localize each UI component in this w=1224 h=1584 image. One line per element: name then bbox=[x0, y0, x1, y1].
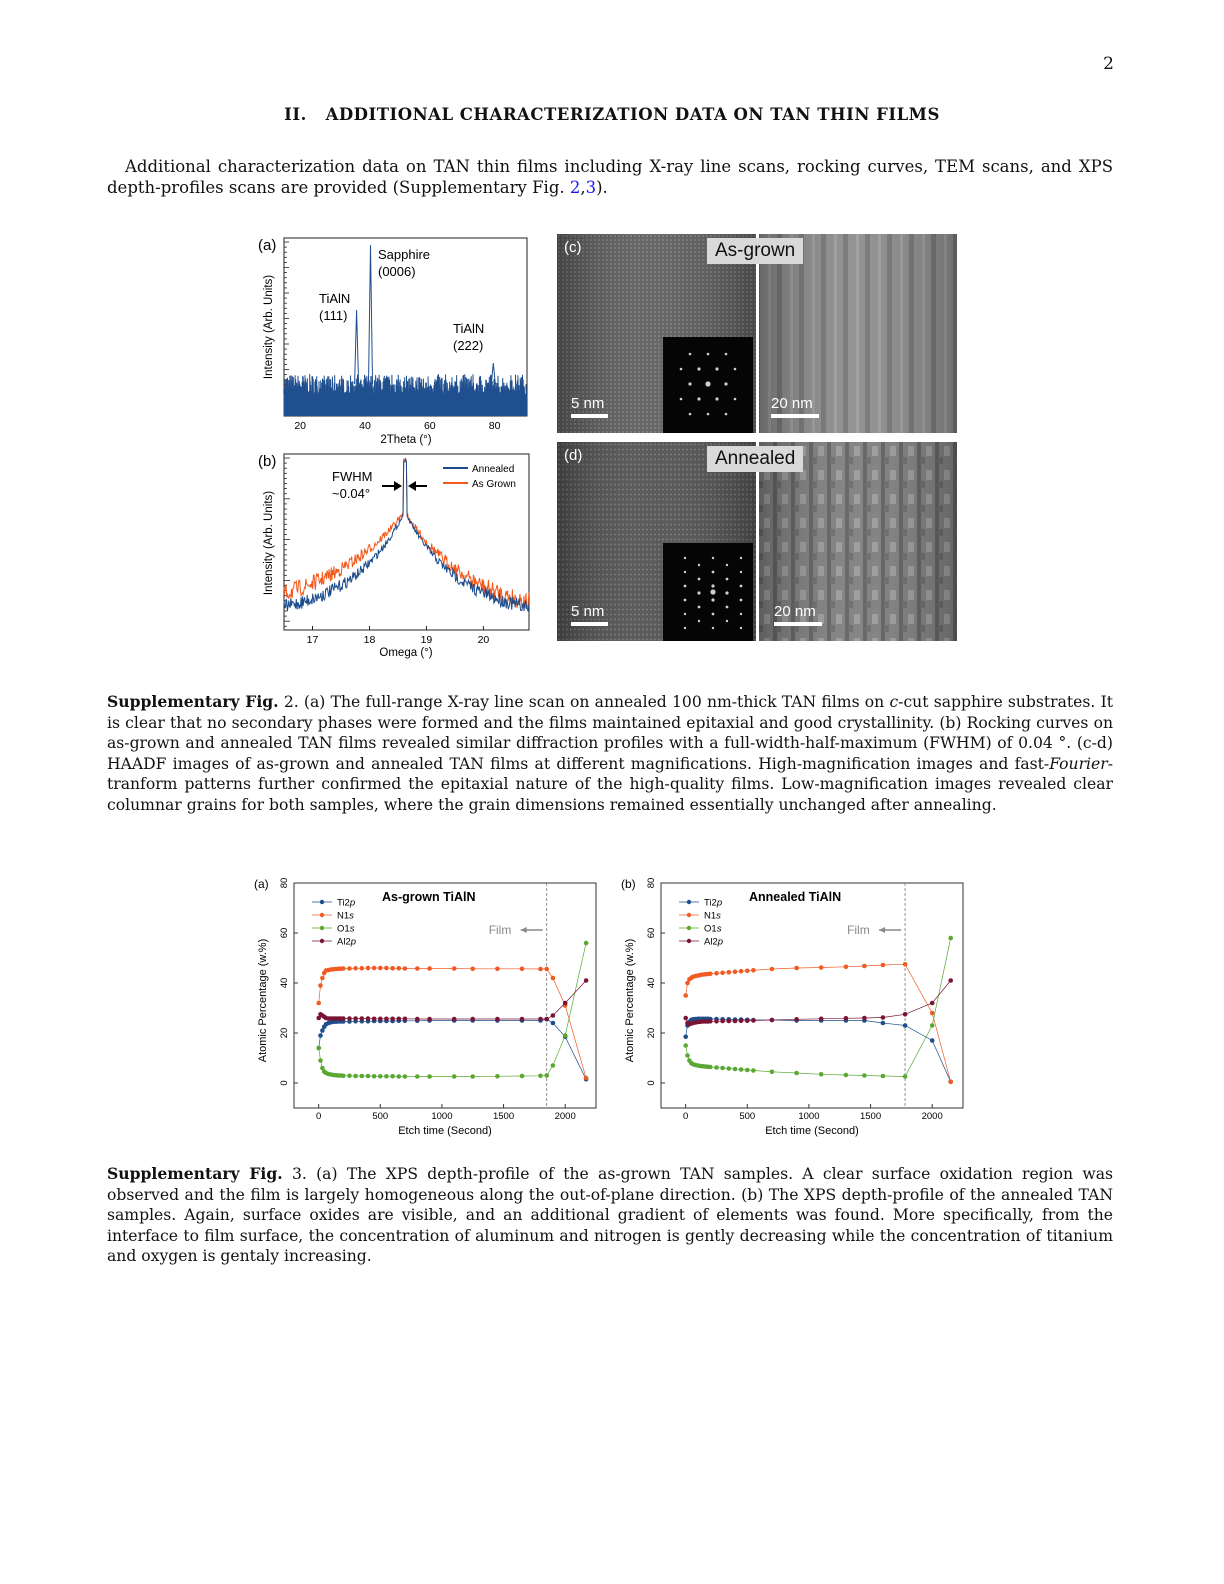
xps-ytick-label: 80 bbox=[646, 877, 657, 889]
fig2-caption-fourier: Fourier bbox=[1049, 754, 1108, 773]
xps-ytick-label: 20 bbox=[646, 1027, 657, 1039]
xps-point-N1s bbox=[733, 970, 738, 975]
xps-point-O1s bbox=[862, 1073, 867, 1078]
xps-point-N1s bbox=[427, 966, 432, 971]
section-heading: ADDITIONAL CHARACTERIZATION DATA ON TAN THIN FILMS bbox=[325, 105, 940, 124]
xps-series-line-Ti2p bbox=[319, 1019, 586, 1079]
ref-fig2-link[interactable]: 2 bbox=[569, 178, 581, 197]
xps-point-N1s bbox=[948, 1080, 953, 1085]
fig2a-label: (a) bbox=[258, 237, 277, 254]
xps-point-N1s bbox=[353, 966, 358, 971]
fig2a-ylabel: Intensity (Arb. Units) bbox=[263, 274, 275, 380]
xps-series-line-O1s bbox=[686, 938, 951, 1077]
xps-point-Al2p bbox=[360, 1016, 365, 1021]
fig2b-chart bbox=[252, 446, 542, 664]
xps-point-O1s bbox=[366, 1074, 371, 1079]
xps-ylabel: Atomic Percentage (w.%) bbox=[624, 938, 636, 1063]
xps-point-Al2p bbox=[415, 1017, 420, 1022]
fig3b-chart bbox=[617, 872, 987, 1144]
xps-point-O1s bbox=[452, 1074, 457, 1079]
xps-point-O1s bbox=[770, 1070, 775, 1075]
fig2-caption-part2: -cut sapphire substrates. It is clear that no secondary phases were formed and the films maintained epitaxial and good crystallinity. (b) Rocking curves on as-grown and annealed TAN films revealed similar diffraction profiles with a full-width-half-maximum (FWHM) of 0.04 °. (c-d) HAADF images of as-grown and annealed TAN films at different magnifications. High-magnification images and fast- bbox=[107, 693, 1114, 773]
fig2b-x-ticks bbox=[307, 626, 490, 646]
xps-xtick-label: 0 bbox=[316, 1111, 322, 1122]
scale-bar-c-left bbox=[571, 414, 608, 418]
xps-xtick-label: 500 bbox=[372, 1111, 389, 1122]
xps-ytick-label: 80 bbox=[279, 877, 290, 889]
xps-point-N1s bbox=[714, 971, 719, 976]
xps-point-N1s bbox=[452, 966, 457, 971]
legend-marker bbox=[687, 939, 691, 943]
fig3-caption-bold: Supplementary Fig. bbox=[107, 1164, 283, 1183]
xps-xtick-label: 0 bbox=[683, 1111, 689, 1122]
xps-point-N1s bbox=[739, 969, 744, 974]
xps-ytick-label: 0 bbox=[646, 1080, 657, 1086]
xps-point-N1s bbox=[751, 968, 756, 973]
fig2-caption-c: c bbox=[889, 693, 899, 711]
xps-series-line-N1s bbox=[319, 968, 586, 1078]
xps-ytick-label: 40 bbox=[646, 977, 657, 989]
xps-point-N1s bbox=[862, 964, 867, 969]
xps-point-N1s bbox=[366, 966, 371, 971]
xps-point-N1s bbox=[538, 967, 543, 972]
xps-series-line-Al2p bbox=[686, 981, 951, 1025]
xps-point-N1s bbox=[316, 1001, 321, 1006]
intro-end: ). bbox=[596, 178, 608, 197]
xps-point-O1s bbox=[794, 1071, 799, 1076]
fig2b-ylabel: Intensity (Arb. Units) bbox=[263, 490, 275, 596]
xps-point-Al2p bbox=[470, 1017, 475, 1022]
intro-text: Additional characterization data on TAN thin films including X-ray line scans, rocking curves, TEM scans, and XPS depth-profiles scans are provided (Supplementary Fig. bbox=[107, 157, 1113, 197]
xps-point-O1s bbox=[544, 1073, 549, 1078]
xps-point-O1s bbox=[378, 1074, 383, 1079]
xps-point-N1s bbox=[881, 963, 886, 968]
xps-point-N1s bbox=[320, 976, 325, 981]
legend-marker bbox=[687, 926, 691, 930]
xps-point-Al2p bbox=[347, 1016, 352, 1021]
fig2a-annot-222-1: TiAlN bbox=[453, 321, 485, 336]
fig2b-label: (b) bbox=[258, 453, 277, 470]
legend-marker bbox=[687, 900, 691, 904]
fig2b-xtick-label: 17 bbox=[306, 634, 319, 646]
xps-ytick-label: 60 bbox=[279, 927, 290, 939]
scale-bar-c-right bbox=[771, 414, 819, 418]
xps-point-Al2p bbox=[751, 1018, 756, 1023]
fig2c-label: (c) bbox=[564, 239, 582, 256]
xps-ytick-label: 40 bbox=[279, 977, 290, 989]
xps-title: As-grown TiAlN bbox=[382, 890, 476, 904]
fig2b-fwhm-label-2: ~0.04° bbox=[332, 486, 371, 501]
fig2d-scale-right: 20 nm bbox=[774, 603, 816, 620]
xps-point-Al2p bbox=[384, 1017, 389, 1022]
xps-point-Al2p bbox=[948, 978, 953, 983]
xps-point-Ti2p bbox=[683, 1035, 688, 1040]
xps-point-Al2p bbox=[844, 1016, 849, 1021]
xps-point-Al2p bbox=[427, 1017, 432, 1022]
xps-point-O1s bbox=[341, 1074, 346, 1079]
fig2b-legend bbox=[443, 464, 516, 490]
fig2b-legend-annealed: Annealed bbox=[472, 464, 515, 475]
xps-point-Al2p bbox=[378, 1017, 383, 1022]
fig2b-xlabel: Omega (°) bbox=[379, 647, 433, 659]
film-arrow-head bbox=[879, 927, 885, 933]
xps-point-N1s bbox=[770, 967, 775, 972]
xps-point-Al2p bbox=[930, 1001, 935, 1006]
xps-series-line-N1s bbox=[686, 964, 951, 1082]
xps-point-Al2p bbox=[538, 1017, 543, 1022]
fig2d-scale-left: 5 nm bbox=[571, 603, 605, 620]
xps-xtick-label: 1000 bbox=[431, 1111, 453, 1122]
xps-point-O1s bbox=[390, 1074, 395, 1079]
xps-point-Al2p bbox=[881, 1015, 886, 1020]
xps-point-O1s bbox=[415, 1074, 420, 1079]
fig2a-annot-sapphire-2: (0006) bbox=[378, 264, 416, 279]
legend-entry: N1s bbox=[337, 910, 354, 922]
xps-xtick-label: 1000 bbox=[798, 1111, 820, 1122]
fig2-caption-part3: -tranform patterns further confirmed the epitaxial nature of the high-quality films. Low-magnification images revealed clear columnar grains for both samples, where the grain dimensions remained essentially unchanged after annealing. bbox=[107, 754, 1113, 814]
xps-point-Al2p bbox=[390, 1017, 395, 1022]
xps-ytick-label: 60 bbox=[646, 927, 657, 939]
xps-point-O1s bbox=[403, 1074, 408, 1079]
xps-point-Al2p bbox=[495, 1017, 500, 1022]
xps-point-Al2p bbox=[683, 1016, 688, 1021]
fig2-caption-number: 2. bbox=[278, 693, 299, 711]
xps-point-O1s bbox=[819, 1072, 824, 1077]
xps-point-N1s bbox=[903, 962, 908, 967]
xps-point-Ti2p bbox=[881, 1021, 886, 1026]
scale-bar-d-right bbox=[774, 622, 822, 626]
legend-entry: O1s bbox=[704, 923, 722, 935]
xps-point-O1s bbox=[384, 1074, 389, 1079]
xps-point-O1s bbox=[316, 1046, 321, 1051]
xps-point-N1s bbox=[520, 967, 525, 972]
xps-point-N1s bbox=[584, 1076, 589, 1081]
xps-series-line-Ti2p bbox=[686, 1019, 951, 1082]
legend-marker bbox=[320, 900, 324, 904]
section-numeral: II. bbox=[284, 105, 307, 124]
xps-point-O1s bbox=[733, 1067, 738, 1072]
xps-xlabel: Etch time (Second) bbox=[398, 1125, 492, 1137]
xps-point-O1s bbox=[930, 1023, 935, 1028]
legend-entry: Ti2p bbox=[337, 897, 356, 909]
xps-point-N1s bbox=[341, 966, 346, 971]
legend-marker bbox=[687, 913, 691, 917]
xps-ylabel: Atomic Percentage (w.%) bbox=[257, 938, 269, 1063]
xps-point-O1s bbox=[844, 1073, 849, 1078]
xps-point-O1s bbox=[720, 1066, 725, 1071]
fig2a-xtick-label: 80 bbox=[488, 420, 501, 432]
xps-point-Al2p bbox=[770, 1018, 775, 1023]
xps-point-Al2p bbox=[341, 1016, 346, 1021]
xps-xtick-label: 2000 bbox=[921, 1111, 943, 1122]
film-arrow-head bbox=[521, 927, 527, 933]
xps-point-Ti2p bbox=[551, 1021, 556, 1026]
fig2b-legend-as-grown: As Grown bbox=[472, 479, 516, 490]
xps-point-N1s bbox=[318, 983, 323, 988]
fig2d-label: (d) bbox=[564, 447, 583, 464]
xps-point-Ti2p bbox=[903, 1023, 908, 1028]
xps-point-Al2p bbox=[745, 1019, 750, 1024]
xps-point-Al2p bbox=[819, 1017, 824, 1022]
xps-point-O1s bbox=[397, 1074, 402, 1079]
fig2a-annot-sapphire-1: Sapphire bbox=[378, 247, 431, 262]
xps-point-N1s bbox=[683, 993, 688, 998]
ref-fig3-link[interactable]: 3 bbox=[585, 178, 597, 197]
xps-point-O1s bbox=[470, 1074, 475, 1079]
xps-point-N1s bbox=[794, 966, 799, 971]
fig2a-annot-111-2: (111) bbox=[319, 308, 348, 323]
xps-point-O1s bbox=[372, 1074, 377, 1079]
xps-point-O1s bbox=[353, 1074, 358, 1079]
fig3-caption-text: (a) The XPS depth-profile of the as-grown TAN samples. A clear surface oxidation region was observed and the film is largely homogeneous along the out-of-plane direction. (b) The XPS depth-profile of the annealed TAN samples. Again, surface oxides are visible, and an additional gradient of elements was found. More specifically, from the interface to film surface, the concentration of aluminum and nitrogen is gently decreasing while the concentration of titanium and oxygen is gentaly increasing. bbox=[107, 1165, 1113, 1265]
xps-point-Ti2p bbox=[930, 1038, 935, 1043]
xps-panel-label: (b) bbox=[621, 877, 636, 891]
xps-point-N1s bbox=[347, 966, 352, 971]
xps-point-Ti2p bbox=[318, 1033, 323, 1038]
legend-entry: O1s bbox=[337, 923, 355, 935]
xps-point-O1s bbox=[708, 1065, 713, 1070]
xps-xtick-label: 2000 bbox=[554, 1111, 576, 1122]
xps-point-O1s bbox=[739, 1067, 744, 1072]
xps-point-N1s bbox=[551, 976, 556, 981]
xps-point-N1s bbox=[844, 965, 849, 970]
film-label: Film bbox=[488, 923, 512, 937]
tem-image-annealed bbox=[557, 442, 957, 641]
xps-point-O1s bbox=[714, 1065, 719, 1070]
xps-point-Al2p bbox=[862, 1016, 867, 1021]
xps-point-Al2p bbox=[903, 1012, 908, 1017]
xps-point-O1s bbox=[745, 1068, 750, 1073]
xps-point-Al2p bbox=[544, 1017, 549, 1022]
xps-point-O1s bbox=[584, 941, 589, 946]
xps-point-N1s bbox=[819, 965, 824, 970]
xps-xtick-label: 1500 bbox=[859, 1111, 882, 1122]
xps-point-O1s bbox=[427, 1074, 432, 1079]
xps-point-O1s bbox=[727, 1066, 732, 1071]
figure-2 bbox=[0, 0, 1224, 690]
fig3-caption-number: 3. bbox=[282, 1165, 307, 1183]
fig3-caption bbox=[107, 1164, 1113, 1267]
page-number: 2 bbox=[1103, 54, 1114, 74]
xps-point-Al2p bbox=[353, 1016, 358, 1021]
xps-xtick-label: 1500 bbox=[492, 1111, 515, 1122]
xps-ytick-label: 20 bbox=[279, 1027, 290, 1039]
xps-xtick-label: 500 bbox=[739, 1111, 756, 1122]
fig2a-xtick-label: 20 bbox=[294, 420, 307, 432]
legend-marker bbox=[320, 926, 324, 930]
tem-image-as-grown bbox=[557, 234, 957, 433]
xps-point-Al2p bbox=[520, 1017, 525, 1022]
xps-point-N1s bbox=[544, 967, 549, 972]
fwhm-arrows bbox=[382, 481, 427, 491]
fig3a-chart bbox=[250, 872, 620, 1144]
fig2-caption bbox=[107, 692, 1113, 815]
fig2a-annot-111-1: TiAlN bbox=[319, 291, 351, 306]
xps-series-line-O1s bbox=[319, 943, 586, 1077]
ref-sep: , bbox=[580, 178, 586, 197]
fig2-caption-part1: (a) The full-range X-ray line scan on annealed 100 nm-thick TAN films on bbox=[298, 693, 890, 711]
xps-point-Al2p bbox=[366, 1016, 371, 1021]
xps-point-Al2p bbox=[584, 978, 589, 983]
xps-point-N1s bbox=[720, 971, 725, 976]
xps-point-O1s bbox=[881, 1074, 886, 1079]
xps-point-Al2p bbox=[372, 1017, 377, 1022]
xps-point-N1s bbox=[415, 966, 420, 971]
xps-point-O1s bbox=[563, 1033, 568, 1038]
xps-point-N1s bbox=[378, 966, 383, 971]
fig2a-xtick-label: 60 bbox=[423, 420, 436, 432]
xps-point-O1s bbox=[495, 1074, 500, 1079]
xps-point-O1s bbox=[520, 1074, 525, 1079]
legend-entry: Al2p bbox=[704, 936, 724, 948]
xps-point-Al2p bbox=[739, 1019, 744, 1024]
xps-point-N1s bbox=[470, 967, 475, 972]
legend-marker bbox=[320, 939, 324, 943]
xps-point-Al2p bbox=[403, 1017, 408, 1022]
fig2c-title: As-grown bbox=[707, 238, 803, 264]
xps-point-O1s bbox=[751, 1068, 756, 1073]
xps-title: Annealed TiAlN bbox=[749, 890, 842, 904]
xps-point-O1s bbox=[948, 936, 953, 941]
fig2b-xtick-label: 20 bbox=[477, 634, 490, 646]
film-label: Film bbox=[847, 923, 870, 937]
xps-point-Al2p bbox=[714, 1019, 719, 1024]
xps-point-N1s bbox=[745, 969, 750, 974]
xps-point-O1s bbox=[538, 1074, 543, 1079]
fig2b-xtick-label: 19 bbox=[420, 634, 433, 646]
fig2b-xtick-label: 18 bbox=[363, 634, 376, 646]
fig2-caption-bold: Supplementary Fig. bbox=[107, 692, 279, 711]
xps-point-N1s bbox=[360, 966, 365, 971]
xps-point-Al2p bbox=[794, 1017, 799, 1022]
xps-ytick-label: 0 bbox=[279, 1080, 290, 1086]
xps-point-Al2p bbox=[708, 1019, 713, 1024]
xps-point-Al2p bbox=[563, 1001, 568, 1006]
xps-point-O1s bbox=[903, 1074, 908, 1079]
xps-point-N1s bbox=[372, 966, 377, 971]
xps-point-N1s bbox=[403, 966, 408, 971]
xps-point-N1s bbox=[384, 966, 389, 971]
legend-entry: N1s bbox=[704, 910, 721, 922]
xps-point-Al2p bbox=[397, 1017, 402, 1022]
xps-point-N1s bbox=[495, 967, 500, 972]
xps-point-Al2p bbox=[452, 1017, 457, 1022]
fig2a-xlabel: 2Theta (°) bbox=[380, 434, 432, 446]
fig2a-annot-222-2: (222) bbox=[453, 338, 484, 353]
fig2d-title: Annealed bbox=[707, 446, 803, 472]
fig2c-scale-right: 20 nm bbox=[771, 395, 813, 412]
xps-series-line-Al2p bbox=[319, 981, 586, 1020]
fig2c-scale-left: 5 nm bbox=[571, 395, 605, 412]
legend-marker bbox=[320, 913, 324, 917]
xps-point-O1s bbox=[551, 1063, 556, 1068]
xps-xlabel: Etch time (Second) bbox=[765, 1125, 859, 1137]
xps-point-Al2p bbox=[727, 1019, 732, 1024]
xps-point-O1s bbox=[685, 1053, 690, 1058]
xps-point-Al2p bbox=[733, 1019, 738, 1024]
xps-point-O1s bbox=[683, 1043, 688, 1048]
xps-point-N1s bbox=[397, 966, 402, 971]
fig2a-xtick-label: 40 bbox=[359, 420, 371, 432]
fig2b-fwhm-label-1: FWHM bbox=[332, 469, 373, 484]
xps-point-O1s bbox=[318, 1058, 323, 1063]
legend-entry: Ti2p bbox=[704, 897, 723, 909]
scale-bar-d-left bbox=[571, 622, 608, 626]
xps-point-O1s bbox=[347, 1074, 352, 1079]
xps-point-Al2p bbox=[720, 1019, 725, 1024]
xps-point-N1s bbox=[708, 972, 713, 977]
xps-point-Al2p bbox=[551, 1013, 556, 1018]
xps-point-N1s bbox=[390, 966, 395, 971]
xps-panel-label: (a) bbox=[254, 877, 269, 891]
legend-entry: Al2p bbox=[337, 936, 357, 948]
xps-point-N1s bbox=[727, 970, 732, 975]
fig2a-chart bbox=[252, 230, 542, 450]
xps-point-N1s bbox=[930, 1011, 935, 1016]
xps-point-O1s bbox=[360, 1074, 365, 1079]
